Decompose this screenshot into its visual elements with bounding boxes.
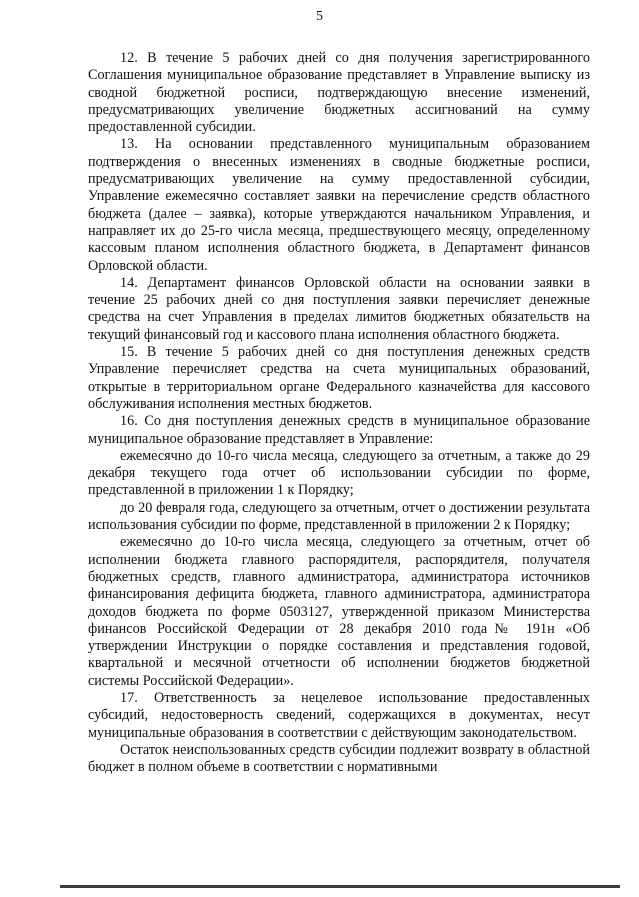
paragraph-16: 16. Со дня поступления денежных средств в муниципальное образование муниципальное образование представляет в Управление:	[88, 413, 590, 447]
document-body	[88, 50, 590, 776]
paragraph-remainder: Остаток неиспользованных средств субсидии подлежит возврату в областной бюджет в полном объеме в соответствии с нормативными	[88, 741, 590, 776]
paragraph-14: 14. Департамент финансов Орловской области на основании заявки в течение 25 рабочих дней со дня поступления заявки перечисляет денежные средства на счет Управления в пределах лимитов бюджетных обязательств на текущий финансовый год и кассового плана исполнения областного бюджета.	[88, 274, 590, 343]
paragraph-13: 13. На основании представленного муниципальным образованием подтверждения о внесенных изменениях в сводные бюджетные росписи, предусматривающих увеличение на сумму предоставленной субсидии, Управление ежемесячно составляет заявки на перечисление средств областного бюджета (далее – заявка), которые утверждаются начальником Управления, и направляет их до 25-го числа месяца, предшествующего месяцу, определенному кассовым планом исполнения областного бюджета, в Департамент финансов Орловской области.	[88, 136, 590, 274]
paragraph-16-item-2: до 20 февраля года, следующего за отчетным, отчет о достижении результата использования субсидии по форме, представленной в приложении 2 к Порядку;	[88, 499, 590, 534]
paragraph-15: 15. В течение 5 рабочих дней со дня поступления денежных средств Управление перечисляет средства на счета муниципальных образований, открытые в территориальном органе Федерального казначейства для кассового обслуживания исполнения местных бюджетов.	[88, 344, 590, 412]
scan-edge-line	[60, 885, 620, 888]
paragraph-17: 17. Ответственность за нецелевое использование предоставленных субсидий, недостоверность сведений, содержащихся в документах, несут муниципальные образования в соответствии с действующим законодательством.	[88, 689, 590, 741]
paragraph-16-item-3: ежемесячно до 10-го числа месяца, следующего за отчетным, отчет об исполнении бюджета главного распорядителя, распорядителя, получателя бюджетных средств, главного администратора, администратора источников финансирования дефицита бюджета, главного администратора, администратора доходов бюджета по форме 0503127, утвержденной приказом Министерства финансов Российской Федерации от 28 декабря 2010 года№ 191н «Об утверждении Инструкции о порядке составления и представления годовой, квартальной и месячной отчетности об исполнении бюджетов бюджетной системы Российской Федерации».	[88, 534, 590, 689]
paragraph-16-item-1: ежемесячно до 10-го числа месяца, следующего за отчетным, а также до 29 декабря текущего года отчет об использовании субсидии по форме, представленной в приложении 1 к Порядку;	[88, 447, 590, 499]
page-number: 5	[316, 9, 323, 24]
paragraph-12: 12. В течение 5 рабочих дней со дня получения зарегистрированного Соглашения муниципальное образование представляет в Управление выписку из сводной бюджетной росписи, подтверждающую внесение изменений, предусматривающих увеличение бюджетных ассигнований на сумму предоставленной субсидии.	[88, 50, 590, 136]
